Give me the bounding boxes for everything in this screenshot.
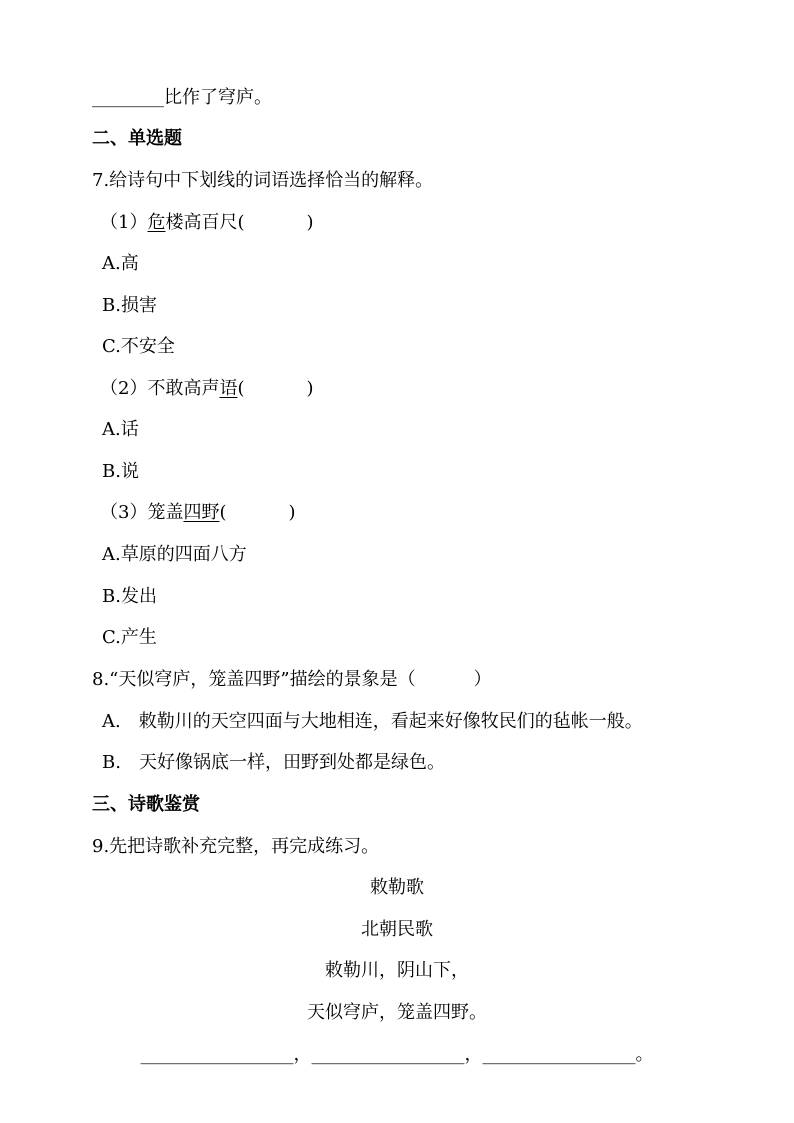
question-7-sub-3 [100, 501, 296, 525]
poem-blanks-line[interactable]: _________________，_________________，_________________。 [140, 1044, 654, 1065]
sub-text: 楼高百尺( [165, 212, 245, 233]
option[interactable] [102, 710, 643, 734]
poem-line-1: 敕勒川，阴山下， [325, 960, 469, 981]
question-9-stem: 9.先把诗歌补充完整，再完成练习。 [92, 836, 380, 857]
option[interactable]: B.损害 [102, 295, 157, 316]
answer-blank[interactable]: ________ [92, 87, 164, 108]
option[interactable]: C.不安全 [102, 336, 175, 357]
question-7-sub-1 [100, 211, 314, 235]
question-8-stem [92, 668, 492, 692]
sub-label: （1） [100, 212, 148, 233]
option[interactable]: B.说 [102, 461, 139, 482]
section-title-single-choice: 二、单选题 [92, 128, 182, 149]
underlined-word: 危 [147, 212, 166, 233]
sub-close: ) [306, 212, 314, 233]
sub-close: ) [288, 502, 296, 523]
sub-text: ( [237, 378, 245, 399]
section-title-poetry: 三、诗歌鉴赏 [92, 794, 200, 815]
sub-text-before: 不敢高声 [147, 378, 220, 399]
option[interactable] [102, 751, 445, 775]
sub-label: （2） [100, 378, 148, 399]
sub-label: （3） [100, 502, 148, 523]
underlined-word: 语 [219, 378, 238, 399]
question-7-sub-2 [100, 377, 314, 401]
poem-line-2: 天似穹庐，笼盖四野。 [307, 1002, 487, 1023]
question-8-text: 8.“天似穹庐，笼盖四野”描绘的景象是（ [92, 669, 416, 690]
option-letter: A. [102, 711, 121, 732]
question-7-stem: 7.给诗句中下划线的词语选择恰当的解释。 [92, 170, 434, 191]
question-8-close: ） [473, 669, 492, 690]
option-text: 天好像锅底一样，田野到处都是绿色。 [138, 752, 445, 773]
sub-close: ) [306, 378, 314, 399]
option[interactable]: A.话 [102, 419, 139, 440]
option-text: 敕勒川的天空四面与大地相连，看起来好像牧民们的毡帐一般。 [138, 711, 643, 732]
poem-author: 北朝民歌 [361, 919, 433, 940]
option[interactable]: A.草原的四面八方 [102, 544, 247, 565]
sub-text: ( [219, 502, 227, 523]
option[interactable]: B.发出 [102, 586, 157, 607]
sub-text-before: 笼盖 [147, 502, 184, 523]
option[interactable]: C.产生 [102, 627, 157, 648]
option[interactable]: A.高 [102, 253, 139, 274]
fill-blank-text: 比作了穹庐。 [164, 87, 272, 108]
fill-blank-line [92, 86, 272, 110]
poem-title: 敕勒歌 [370, 877, 424, 898]
underlined-word: 四野 [183, 502, 220, 523]
option-letter: B. [102, 752, 121, 773]
